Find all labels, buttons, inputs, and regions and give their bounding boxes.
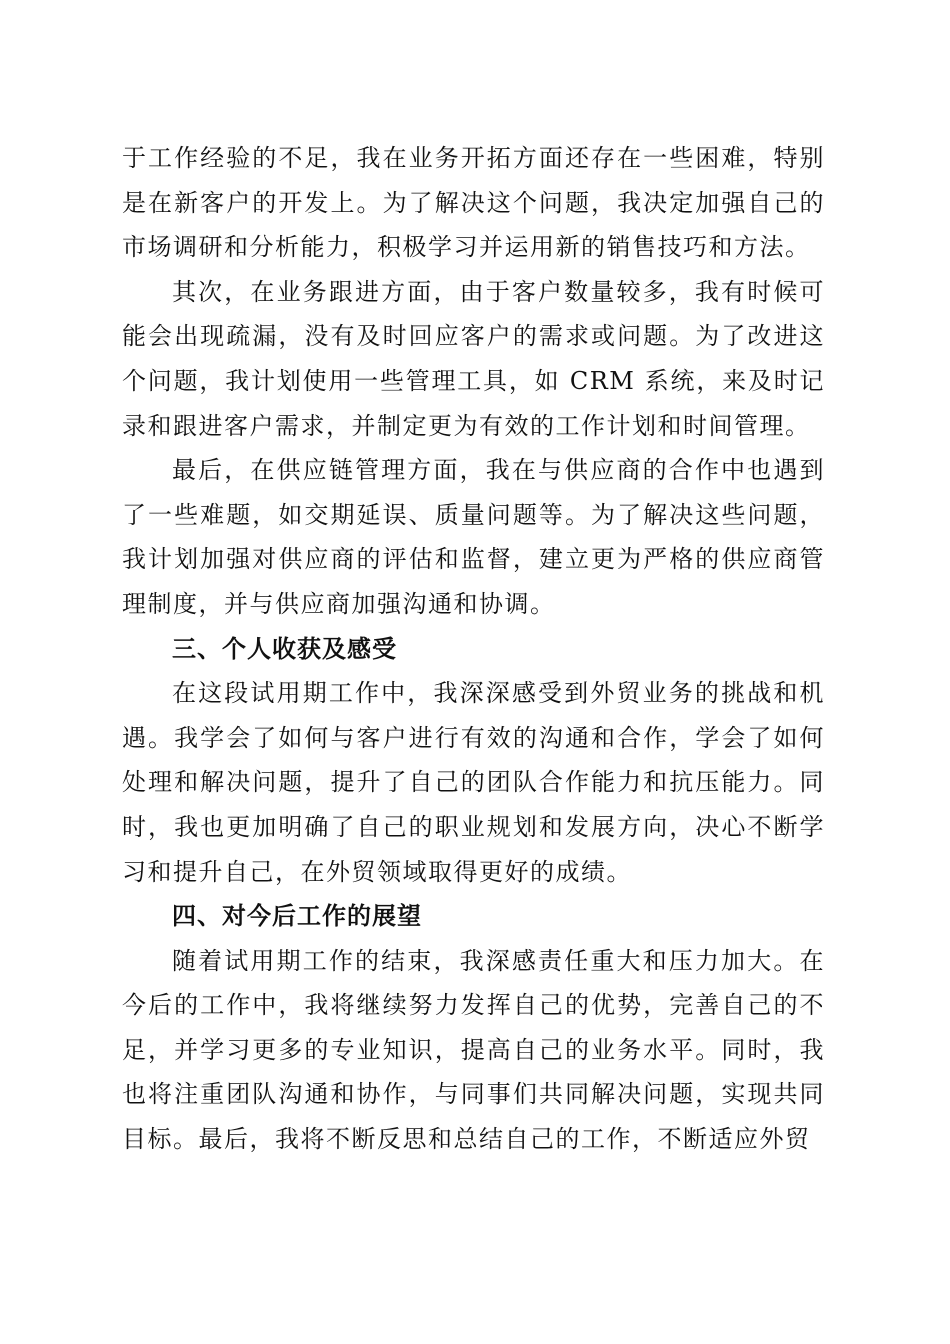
paragraph-future-outlook: 随着试用期工作的结束，我深感责任重大和压力加大。在今后的工作中，我将继续努力发挥自己的优势，完善自己的不足，并学习更多的专业知识，提高自己的业务水平。同时，我也将注重团队沟通和协作，与同事们共同解决问题，实现共同目标。最后，我将不断反思和总结自己的工作，不断适应外贸	[122, 946, 825, 1154]
section-heading-future-outlook: 四、对今后工作的展望	[172, 902, 422, 931]
section-heading-personal-gains: 三、个人收获及感受	[172, 634, 397, 663]
paragraph-supply-chain: 最后，在供应链管理方面，我在与供应商的合作中也遇到了一些难题，如交期延误、质量问题等。为了解决这些问题，我计划加强对供应商的评估和监督，建立更为严格的供应商管理制度，并与供应商加强沟通和协调。	[122, 456, 825, 618]
document-body	[122, 136, 825, 1162]
paragraph-business-followup: 其次，在业务跟进方面，由于客户数量较多，我有时候可能会出现疏漏，没有及时回应客户的需求或问题。为了改进这个问题，我计划使用一些管理工具，如 CRM 系统，来及时记录和跟进客户需求，并制定更为有效的工作计划和时间管理。	[122, 277, 825, 440]
paragraph-continuation: 于工作经验的不足，我在业务开拓方面还存在一些困难，特别是在新客户的开发上。为了解决这个问题，我决定加强自己的市场调研和分析能力，积极学习并运用新的销售技巧和方法。	[122, 144, 825, 262]
paragraph-personal-gains: 在这段试用期工作中，我深深感受到外贸业务的挑战和机遇。我学会了如何与客户进行有效的沟通和合作，学会了如何处理和解决问题，提升了自己的团队合作能力和抗压能力。同时，我也更加明确了自己的职业规划和发展方向，决心不断学习和提升自己，在外贸领域取得更好的成绩。	[122, 679, 825, 886]
